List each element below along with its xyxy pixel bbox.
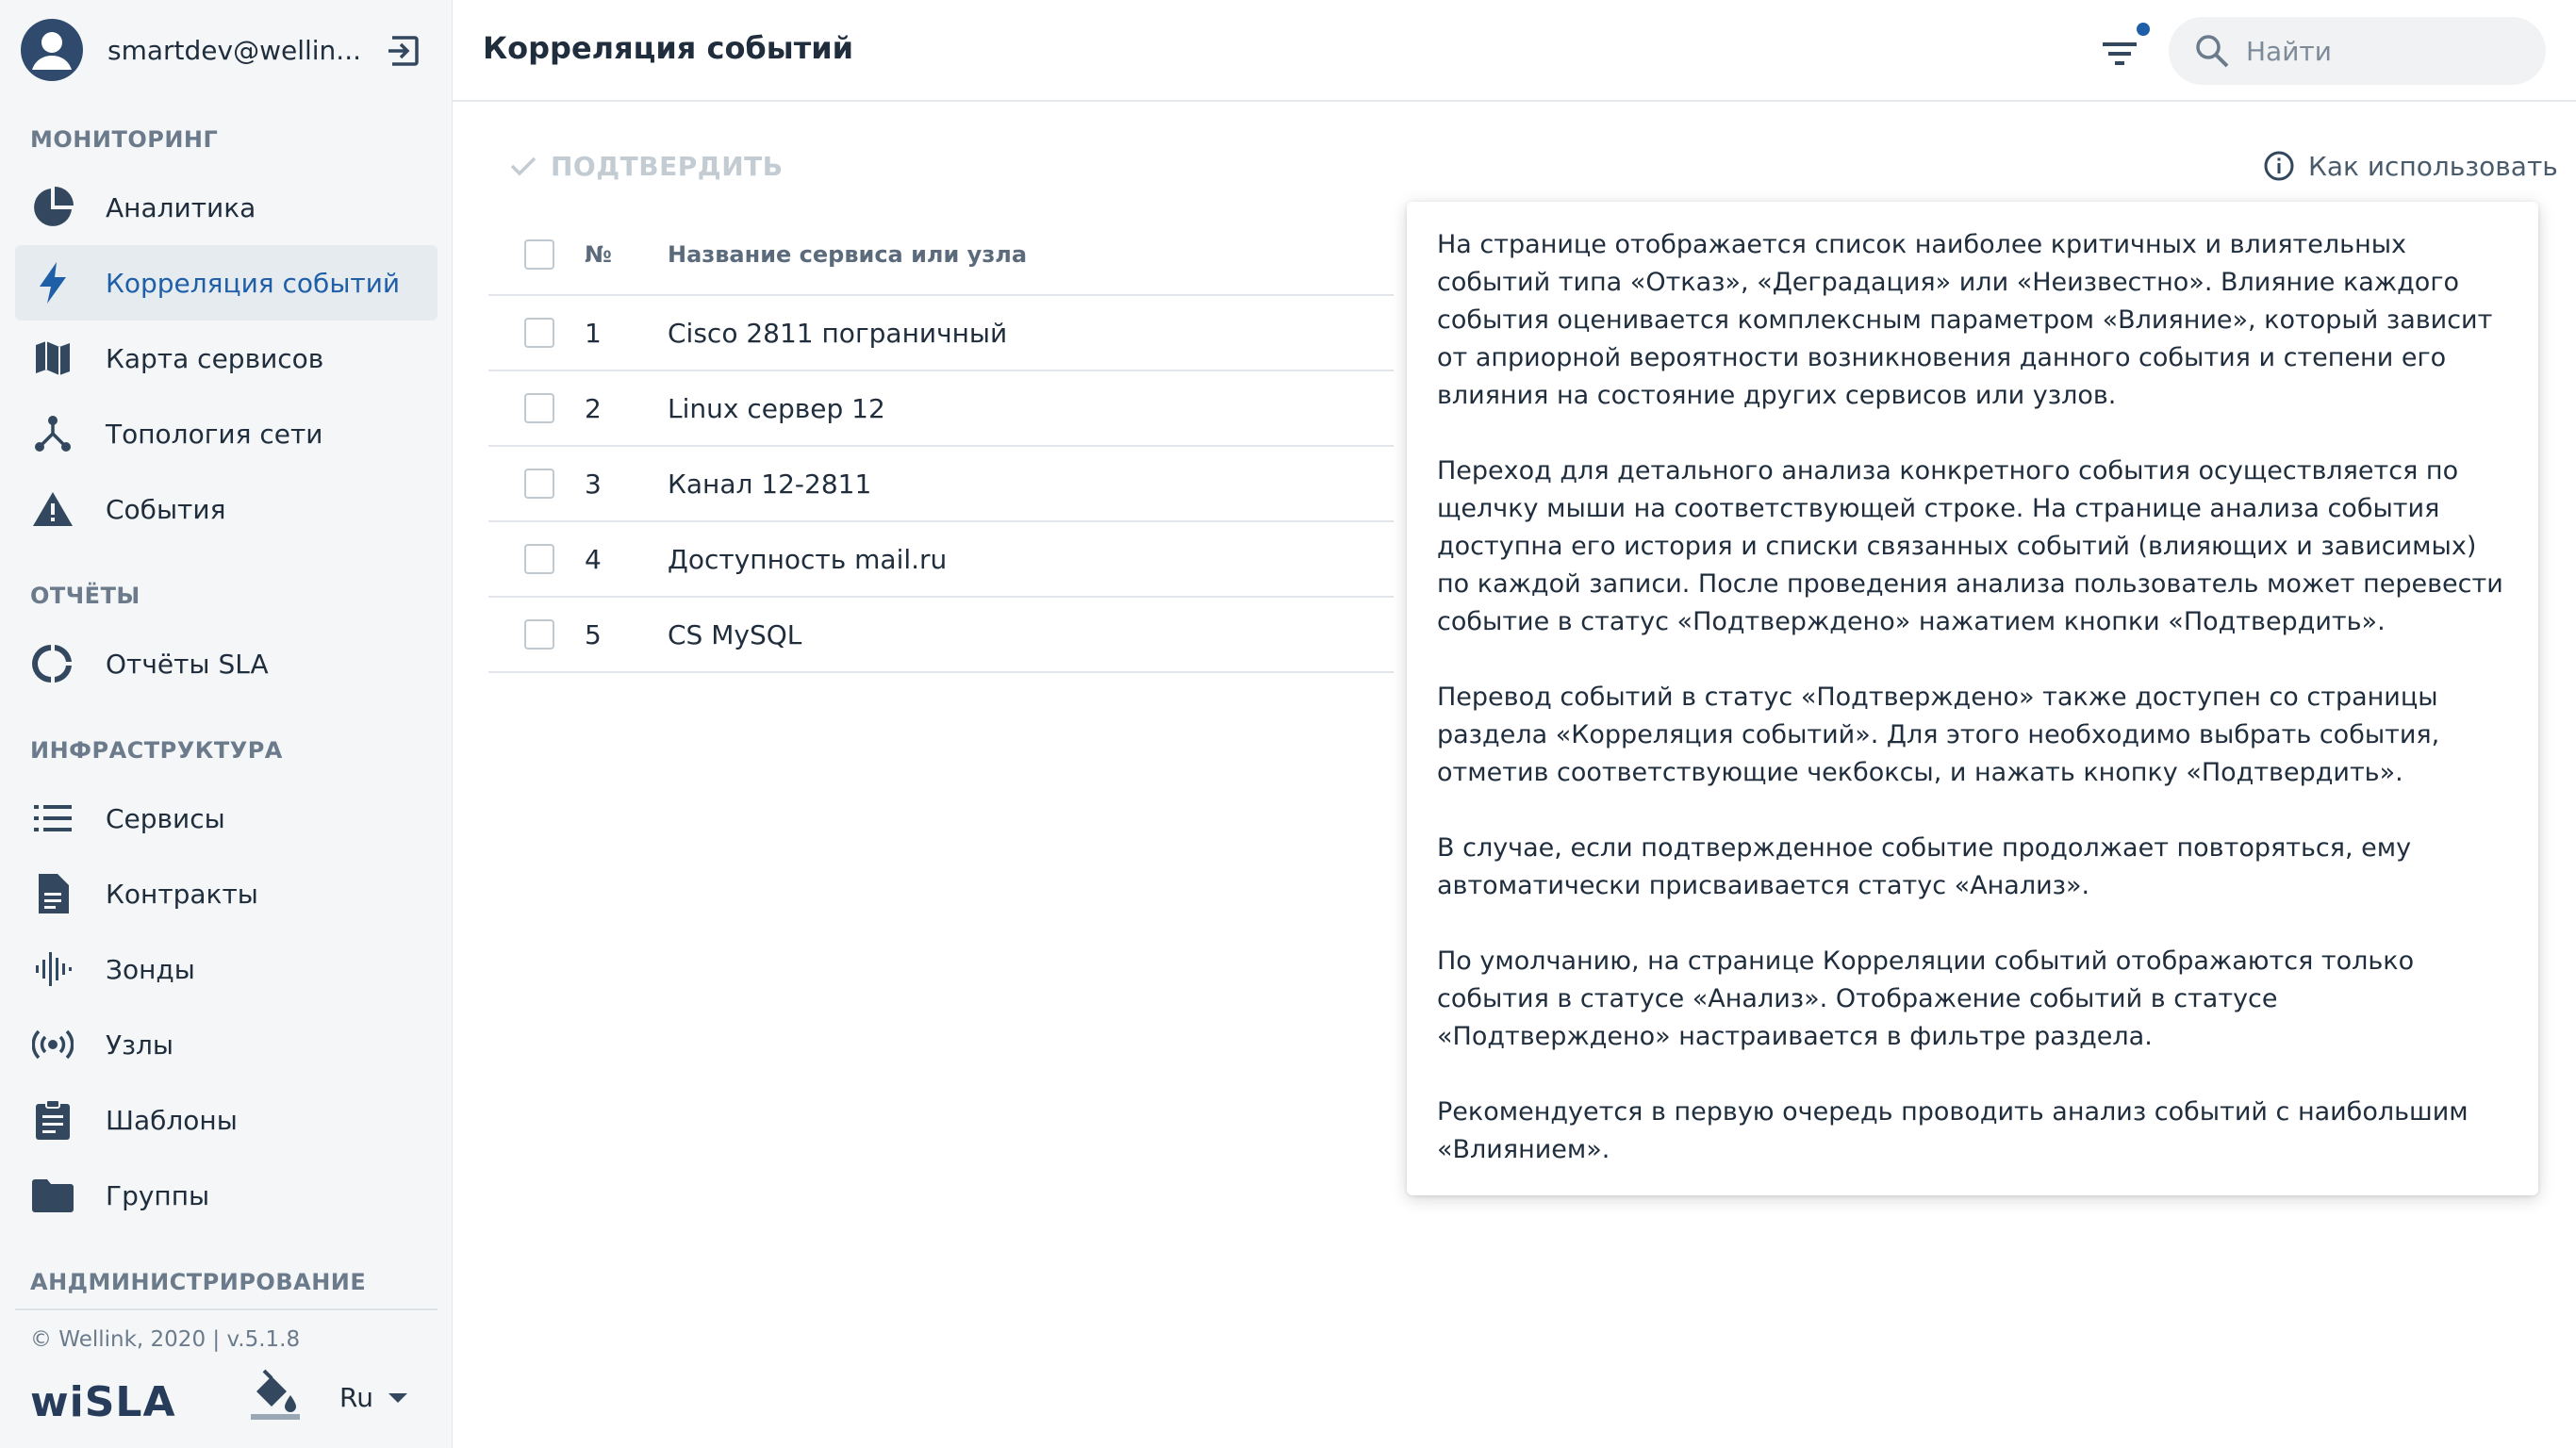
row-name: CS MySQL <box>668 618 802 650</box>
table-row[interactable] <box>488 522 1394 598</box>
check-icon <box>509 152 537 180</box>
nav-services-label: Сервисы <box>106 802 225 834</box>
folder-icon <box>32 1178 74 1212</box>
help-paragraph: На странице отображается список наиболее критичных и влиятельных событий типа «Отказ», «Деградация» или «Неизвестно». Влияние каждого события оценивается комплексным параметром «Влияние», который зависит от априорной вероятности возникновения данного события и степени его влияния на состояние других сервисов или узлов. <box>1437 230 2493 410</box>
section-reports: ОТЧЁТЫ <box>30 583 140 609</box>
lightning-icon <box>34 262 72 304</box>
row-checkbox[interactable] <box>524 619 554 650</box>
topology-icon <box>34 415 72 452</box>
document-icon <box>37 874 69 913</box>
search-box[interactable] <box>2169 17 2546 85</box>
row-number: 2 <box>585 392 602 424</box>
nav-nodes-label: Узлы <box>106 1028 173 1061</box>
help-paragraph: В случае, если подтвержденное событие продолжает повторяться, ему автоматически присваивается статус «Анализ». <box>1437 833 2412 900</box>
list-icon <box>34 803 72 833</box>
nav-topology[interactable] <box>15 396 438 471</box>
nav-contracts[interactable] <box>15 856 438 931</box>
column-header-number: № <box>585 241 612 268</box>
warning-icon <box>32 490 74 528</box>
donut-icon <box>32 643 74 684</box>
nav-templates[interactable] <box>15 1082 438 1158</box>
row-number: 1 <box>585 317 602 349</box>
section-admin: АНДМИНИСТРИРОВАНИЕ <box>30 1269 367 1295</box>
wisla-logo: wiSLA <box>30 1378 176 1426</box>
nav-analytics-label: Аналитика <box>106 191 256 223</box>
nav-probes-label: Зонды <box>106 953 195 985</box>
clipboard-icon <box>36 1100 70 1140</box>
sidebar <box>0 0 453 1448</box>
how-to-use-label: Как использовать <box>2308 150 2558 182</box>
page-title: Корреляция событий <box>483 30 854 66</box>
copyright: © Wellink, 2020 | v.5.1.8 <box>30 1327 301 1352</box>
row-number: 4 <box>585 543 602 575</box>
how-to-use-link[interactable] <box>2263 147 2558 185</box>
filter-active-indicator <box>2137 23 2150 36</box>
nav-service-map[interactable] <box>15 321 438 396</box>
column-header-name: Название сервиса или узла <box>668 241 1028 268</box>
paint-bucket-icon[interactable] <box>247 1367 304 1423</box>
row-checkbox[interactable] <box>524 544 554 574</box>
user-row[interactable] <box>21 19 432 81</box>
nav-sla-reports[interactable] <box>15 626 438 701</box>
waveform-icon <box>34 950 72 988</box>
user-name: smartdev@wellin... <box>107 34 361 66</box>
avatar[interactable] <box>21 19 83 81</box>
search-input[interactable] <box>2246 36 2529 67</box>
nav-groups-label: Группы <box>106 1179 210 1211</box>
row-number: 3 <box>585 468 602 500</box>
nav-analytics[interactable] <box>15 170 438 245</box>
info-icon <box>2263 150 2295 182</box>
row-name: Канал 12-2811 <box>668 468 872 500</box>
nav-contracts-label: Контракты <box>106 878 258 910</box>
row-number: 5 <box>585 618 602 650</box>
help-popover <box>1407 202 2538 1195</box>
select-all-checkbox[interactable] <box>524 239 554 270</box>
chevron-down-icon <box>388 1393 407 1403</box>
nav-service-map-label: Карта сервисов <box>106 342 324 374</box>
nav-groups[interactable] <box>15 1158 438 1233</box>
confirm-button[interactable] <box>509 147 784 185</box>
events-table <box>488 215 1394 673</box>
nav-correlation[interactable] <box>15 245 438 321</box>
row-name: Доступность mail.ru <box>668 543 948 575</box>
pie-chart-icon <box>32 187 74 228</box>
table-row[interactable] <box>488 598 1394 673</box>
broadcast-icon <box>32 1029 74 1060</box>
nav-correlation-label: Корреляция событий <box>106 267 401 299</box>
row-checkbox[interactable] <box>524 469 554 499</box>
user-icon <box>21 19 83 81</box>
nav-events[interactable] <box>15 471 438 547</box>
search-icon <box>2193 32 2231 70</box>
nav-services[interactable] <box>15 781 438 856</box>
table-header <box>488 215 1394 296</box>
help-paragraph: По умолчанию, на странице Корреляции событий отображаются только события в статусе «Анализ». Отображение событий в статусе «Подтверждено» настраивается в фильтре раздела. <box>1437 946 2415 1051</box>
table-row[interactable] <box>488 296 1394 371</box>
table-row[interactable] <box>488 371 1394 447</box>
confirm-button-label: ПОДТВЕРДИТЬ <box>551 150 784 182</box>
section-infrastructure: ИНФРАСТРУКТУРА <box>30 737 283 764</box>
language-label: Ru <box>339 1382 373 1413</box>
language-select[interactable] <box>339 1382 407 1413</box>
row-name: Cisco 2811 пограничный <box>668 317 1008 349</box>
row-checkbox[interactable] <box>524 318 554 348</box>
nav-sla-reports-label: Отчёты SLA <box>106 648 269 680</box>
nav-events-label: События <box>106 493 226 525</box>
row-checkbox[interactable] <box>524 393 554 423</box>
table-row[interactable] <box>488 447 1394 522</box>
logout-icon[interactable] <box>385 32 422 70</box>
help-paragraph: Рекомендуется в первую очередь проводить анализ событий с наибольшим «Влиянием». <box>1437 1097 2469 1164</box>
nav-templates-label: Шаблоны <box>106 1104 238 1136</box>
nav-topology-label: Топология сети <box>106 418 323 450</box>
nav-nodes[interactable] <box>15 1007 438 1082</box>
help-paragraph: Перевод событий в статус «Подтверждено» также доступен со страницы раздела «Корреляция событий». Для этого необходимо выбрать события, отметив соответствующие чекбоксы, и нажать кнопку «Подтвердить». <box>1437 683 2440 787</box>
sidebar-divider <box>15 1308 438 1310</box>
top-header <box>453 0 2576 102</box>
help-paragraph: Переход для детального анализа конкретного события осуществляется по щелчку мыши на соответствующей строке. На странице анализа события доступна его история и списки связанных событий (влияющих и зависимых) по каждой записи. После проведения анализа пользователь может перевести событие в статус «Подтверждено» нажатием кнопки «Подтвердить». <box>1437 456 2503 636</box>
map-icon <box>34 339 72 377</box>
section-monitoring: МОНИТОРИНГ <box>30 126 219 153</box>
row-name: Linux сервер 12 <box>668 392 885 424</box>
nav-probes[interactable] <box>15 931 438 1007</box>
